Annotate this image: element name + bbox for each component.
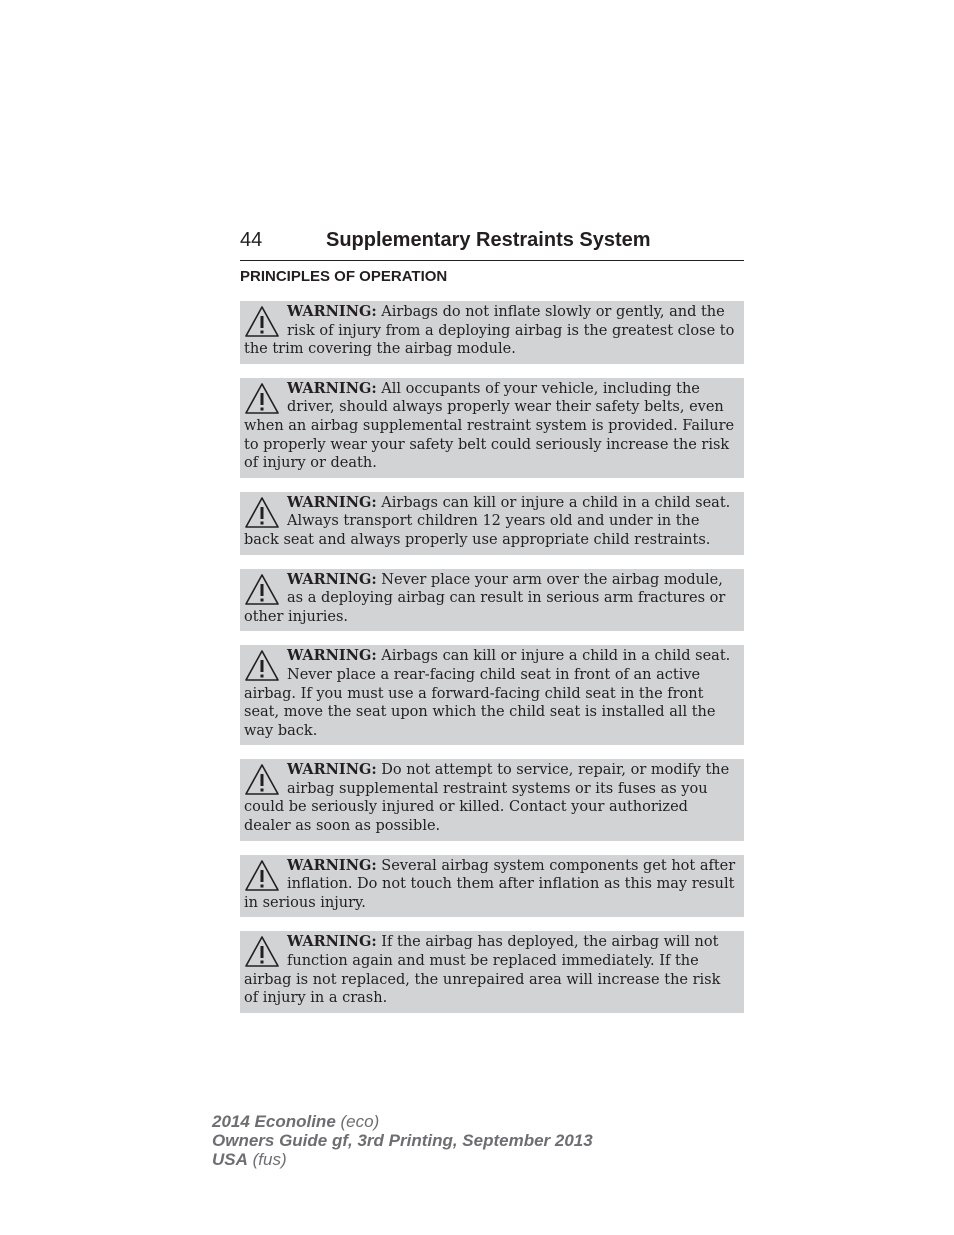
warning-box (240, 931, 744, 1012)
page-number: 44 (240, 229, 263, 251)
warning-triangle-icon (244, 573, 280, 607)
warning-label: WARNING: (287, 303, 377, 320)
warning-triangle-icon (244, 496, 280, 530)
warning-label: WARNING: (287, 761, 377, 779)
section-heading: PRINCIPLES OF OPERATION (240, 268, 448, 285)
warning-triangle-icon (244, 382, 280, 416)
warning-triangle-icon (244, 935, 280, 969)
warning-text: Airbags can kill or injure a child in a child seat. Always transport children 12 years old and under in the back seat and always properly use appropriate child restraints. (244, 494, 731, 548)
document-footer (212, 1112, 593, 1169)
footer-line-vehicle (212, 1112, 593, 1131)
warning-text: Airbags can kill or injure a child in a child seat. Never place a rear-facing child seat in front of an active airbag. If you must use a forward-facing child seat in the front seat, move the seat upon which the child seat is installed all the way back. (244, 648, 731, 739)
footer-market-name: USA (212, 1150, 248, 1169)
warning-text: All occupants of your vehicle, including the driver, should always properly wear their safety belts, even when an airbag supplemental restraint system is provided. Failure to properly wear your safety belt could seriously increase the risk of injury or death. (244, 380, 735, 472)
footer-market-code: (fus) (247, 1150, 287, 1169)
warning-triangle-icon (244, 305, 280, 339)
warning-triangle-icon (244, 649, 280, 683)
warning-label: WARNING: (287, 647, 377, 665)
warning-label: WARNING: (287, 379, 377, 397)
footer-line-market (212, 1150, 593, 1169)
warning-text: Never place your arm over the airbag module, as a deploying airbag can result in serious arm fractures or other injuries. (244, 571, 726, 625)
warning-text: If the airbag has deployed, the airbag will not function again and must be replaced immediately. If the airbag is not replaced, the unrepaired area will increase the risk of injury in a crash. (244, 934, 721, 1007)
warning-box (240, 569, 744, 632)
warnings-list (240, 301, 744, 1027)
warning-box (240, 645, 744, 745)
warning-box (240, 759, 744, 840)
warning-triangle-icon (244, 859, 280, 893)
page-header (240, 229, 744, 261)
warning-label: WARNING: (287, 856, 377, 874)
warning-box (240, 378, 744, 478)
footer-vehicle-name: 2014 Econoline (212, 1112, 336, 1131)
warning-text: Do not attempt to service, repair, or modify the airbag supplemental restraint systems or its fuses as you could be seriously injured or killed. Contact your authorized dealer as soon as possible. (244, 762, 730, 835)
warning-label: WARNING: (287, 933, 377, 951)
warning-label: WARNING: (287, 493, 377, 511)
warning-box (240, 492, 744, 555)
footer-vehicle-code: (eco) (335, 1112, 380, 1131)
warning-triangle-icon (244, 763, 280, 797)
warning-text: Airbags do not inflate slowly or gently, and the risk of injury from a deploying airbag is the greatest close to the trim covering the airbag module. (244, 304, 735, 358)
page-title: Supplementary Restraints System (326, 229, 651, 251)
warning-box (240, 855, 744, 918)
footer-line-guide: Owners Guide gf, 3rd Printing, September 2013 (212, 1131, 593, 1150)
warning-label: WARNING: (287, 570, 377, 588)
warning-box (240, 301, 744, 364)
warning-text: Several airbag system components get hot after inflation. Do not touch them after inflation as this may result in serious injury. (244, 857, 736, 911)
